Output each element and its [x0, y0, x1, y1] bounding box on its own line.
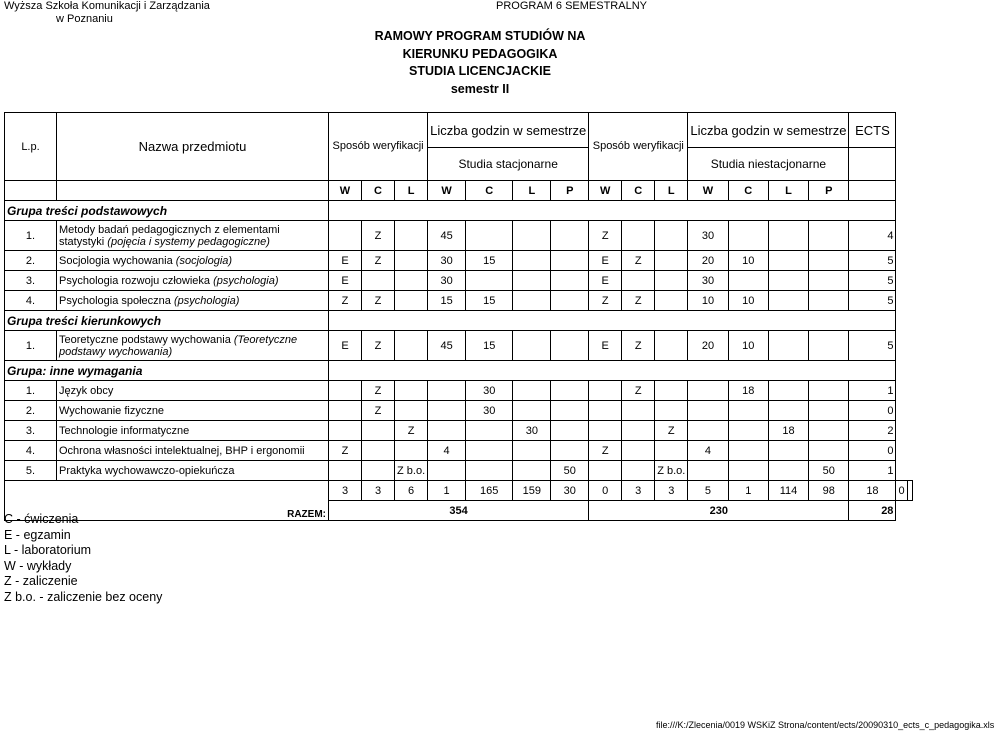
cell-value — [589, 381, 622, 401]
row-number: 1. — [5, 331, 57, 361]
subject-name-text: Praktyka wychowawczo-opiekuńcza — [59, 464, 235, 477]
subject-name-text: Technologie informatyczne — [59, 424, 190, 437]
subject-name-text: Psychologia rozwoju człowieka — [59, 274, 214, 287]
cell-value — [688, 421, 728, 441]
cell-value: Z b.o. — [655, 461, 688, 481]
cell-value: 30 — [466, 381, 513, 401]
total-value: 1 — [428, 481, 466, 501]
row-number: 2. — [5, 401, 57, 421]
cell-value — [728, 421, 768, 441]
cell-value — [513, 401, 551, 421]
totals-row — [5, 481, 913, 501]
total-value: 3 — [622, 481, 655, 501]
cell-value — [395, 441, 428, 461]
cell-value — [728, 401, 768, 421]
table-row — [5, 421, 913, 441]
legend-item: C - ćwiczenia — [4, 512, 79, 526]
file-path-footer: file:///K:/Zlecenia/0019 WSKiZ Strona/content/ects/20090310_ects_c_pedagogika.xls — [656, 720, 994, 730]
subject-name — [57, 401, 329, 421]
total-value: 98 — [809, 481, 849, 501]
cell-value — [362, 421, 395, 441]
group-label: Grupa treści kierunkowych — [5, 311, 329, 331]
cell-value — [655, 291, 688, 311]
cell-value — [513, 291, 551, 311]
cell-value — [589, 421, 622, 441]
cell-value — [551, 401, 589, 421]
cell-value — [809, 441, 849, 461]
group-row-empty — [329, 361, 896, 381]
subheader-ver-c: C — [622, 181, 655, 201]
cell-value — [551, 221, 589, 251]
subheader-empty — [5, 181, 57, 201]
cell-value — [513, 461, 551, 481]
cell-value — [768, 331, 808, 361]
cell-value — [513, 251, 551, 271]
ects-total: 28 — [849, 501, 896, 521]
cell-value — [551, 331, 589, 361]
total-value: 5 — [688, 481, 728, 501]
table-row — [5, 251, 913, 271]
cell-value: Z — [622, 381, 655, 401]
cell-value — [655, 331, 688, 361]
header-subject-name: Nazwa przedmiotu — [57, 113, 329, 181]
cell-value — [551, 271, 589, 291]
cell-value: 4 — [688, 441, 728, 461]
row-number: 5. — [5, 461, 57, 481]
cell-value: 10 — [688, 291, 728, 311]
cell-value — [655, 221, 688, 251]
cell-value — [655, 251, 688, 271]
cell-value: 15 — [466, 251, 513, 271]
group-row — [5, 311, 913, 331]
cell-value — [655, 381, 688, 401]
subject-name — [57, 421, 329, 441]
row-number: 3. — [5, 421, 57, 441]
cell-value — [395, 381, 428, 401]
cell-value: 18 — [768, 421, 808, 441]
legend-item: W - wykłady — [4, 558, 72, 573]
total-value: 0 — [896, 481, 907, 501]
cell-value — [466, 441, 513, 461]
cell-value — [551, 421, 589, 441]
legend — [4, 512, 162, 605]
table-row — [5, 291, 913, 311]
subheader-hrs-c: C — [466, 181, 513, 201]
subject-name-text: Teoretyczne podstawy wychowania — [59, 333, 234, 346]
group-label: Grupa: inne wymagania — [5, 361, 329, 381]
row-number: 4. — [5, 291, 57, 311]
subject-name-note: (pojęcia i systemy pedagogiczne) — [104, 235, 270, 248]
subject-name-note: (Teoretyczne podstawy wychowania) — [59, 333, 298, 358]
cell-value — [688, 381, 728, 401]
stac-total: 354 — [329, 501, 589, 521]
cell-value: Z — [362, 401, 395, 421]
row-number: 2. — [5, 251, 57, 271]
total-value: 18 — [849, 481, 896, 501]
header-hours-niestac: Liczba godzin w semestrze — [688, 113, 849, 148]
cell-value — [622, 461, 655, 481]
table-row — [5, 441, 913, 461]
ects-value: 0 — [849, 401, 896, 421]
cell-value — [466, 271, 513, 291]
subject-name — [57, 251, 329, 271]
cell-value — [768, 221, 808, 251]
legend-item: Z - zaliczenie — [4, 574, 78, 588]
cell-value — [622, 421, 655, 441]
cell-value — [395, 401, 428, 421]
cell-value: 45 — [428, 331, 466, 361]
cell-value — [589, 461, 622, 481]
subject-name-text: Wychowanie fizyczne — [59, 404, 165, 417]
title-line-4: semestr II — [450, 81, 510, 96]
ects-value: 2 — [849, 421, 896, 441]
cell-value — [728, 441, 768, 461]
niestac-total: 230 — [589, 501, 849, 521]
cell-value — [589, 401, 622, 421]
subheader-empty — [57, 181, 329, 201]
cell-value — [622, 221, 655, 251]
total-value: 3 — [329, 481, 362, 501]
school-header — [4, 0, 210, 26]
cell-value — [551, 251, 589, 271]
subject-name-text: statystyki — [59, 235, 105, 248]
cell-value: E — [329, 251, 362, 271]
row-number: 4. — [5, 441, 57, 461]
subheader-ver-c: C — [362, 181, 395, 201]
document-title — [330, 28, 630, 98]
table-row — [5, 271, 913, 291]
cell-value — [768, 251, 808, 271]
subject-name-text: Ochrona własności intelektualnej, BHP i ergonomii — [59, 444, 305, 457]
header-verification-niestac: Sposób weryfikacji — [589, 113, 688, 181]
cell-value: E — [589, 251, 622, 271]
cell-value: Z — [589, 441, 622, 461]
table-row — [5, 221, 913, 251]
title-line-1: RAMOWY PROGRAM STUDIÓW NA — [374, 29, 586, 43]
total-value: 159 — [513, 481, 551, 501]
cell-value — [622, 271, 655, 291]
cell-value — [513, 271, 551, 291]
cell-value — [768, 441, 808, 461]
table-row — [5, 461, 913, 481]
header-verification-stac: Sposób weryfikacji — [329, 113, 428, 181]
header-stacjonarne: Studia stacjonarne — [428, 148, 589, 181]
cell-value: 50 — [809, 461, 849, 481]
subject-name — [57, 331, 329, 361]
cell-value — [513, 381, 551, 401]
ects-value: 0 — [849, 441, 896, 461]
cell-value — [551, 381, 589, 401]
cell-value — [551, 441, 589, 461]
cell-value — [809, 251, 849, 271]
row-number: 3. — [5, 271, 57, 291]
cell-value — [362, 271, 395, 291]
totals-label: RAZEM: — [5, 481, 329, 521]
subheader-hrs-p: P — [809, 181, 849, 201]
header-lp: L.p. — [5, 113, 57, 181]
table-row — [5, 331, 913, 361]
cell-value: 10 — [728, 291, 768, 311]
cell-value — [362, 441, 395, 461]
cell-value — [622, 441, 655, 461]
cell-value — [809, 331, 849, 361]
cell-value — [329, 221, 362, 251]
header-hours-stac: Liczba godzin w semestrze — [428, 113, 589, 148]
subject-name-text: Język obcy — [59, 384, 114, 397]
cell-value: E — [589, 271, 622, 291]
group-label: Grupa treści podstawowych — [5, 201, 329, 221]
subject-name-text: Socjologia wychowania — [59, 254, 176, 267]
cell-value — [655, 271, 688, 291]
subheader-ver-l: L — [655, 181, 688, 201]
subject-name-text: Psychologia społeczna — [59, 294, 174, 307]
row-number: 1. — [5, 381, 57, 401]
cell-value — [768, 271, 808, 291]
cell-value: 15 — [428, 291, 466, 311]
subject-name-text: Metody badań pedagogicznych z elementami — [59, 223, 280, 236]
cell-value: Z — [362, 251, 395, 271]
subheader-hrs-w: W — [428, 181, 466, 201]
cell-value: E — [589, 331, 622, 361]
cell-value: 50 — [551, 461, 589, 481]
program-table — [4, 112, 913, 521]
ects-value: 5 — [849, 271, 896, 291]
cell-value: 15 — [466, 291, 513, 311]
total-empty — [907, 481, 912, 501]
ects-value: 5 — [849, 331, 896, 361]
cell-value: Z — [622, 331, 655, 361]
cell-value — [728, 221, 768, 251]
ects-value: 1 — [849, 381, 896, 401]
cell-value — [395, 221, 428, 251]
cell-value: E — [329, 271, 362, 291]
cell-value — [362, 461, 395, 481]
cell-value: 10 — [728, 251, 768, 271]
program-label: PROGRAM 6 SEMESTRALNY — [496, 0, 647, 12]
school-name: Wyższa Szkoła Komunikacji i Zarządzania — [4, 0, 210, 12]
subject-name-note: (socjologia) — [175, 254, 233, 267]
header-ects-empty — [849, 148, 896, 181]
subheader-ver-l: L — [395, 181, 428, 201]
subject-name — [57, 381, 329, 401]
cell-value — [728, 461, 768, 481]
cell-value: Z — [622, 251, 655, 271]
legend-item: Z b.o. - zaliczenie bez oceny — [4, 589, 163, 604]
cell-value: Z — [329, 441, 362, 461]
cell-value — [395, 291, 428, 311]
cell-value: 10 — [728, 331, 768, 361]
table-row — [5, 381, 913, 401]
group-row — [5, 201, 913, 221]
ects-value: 5 — [849, 251, 896, 271]
cell-value: 15 — [466, 331, 513, 361]
cell-value — [728, 271, 768, 291]
group-row-empty — [329, 201, 896, 221]
subheader-ver-w: W — [329, 181, 362, 201]
cell-value: Z — [362, 291, 395, 311]
cell-value — [655, 401, 688, 421]
subheader-ver-w: W — [589, 181, 622, 201]
cell-value — [768, 461, 808, 481]
subject-name — [57, 441, 329, 461]
cell-value — [809, 401, 849, 421]
cell-value — [809, 381, 849, 401]
cell-value: 30 — [513, 421, 551, 441]
subject-name-note: (psychologia) — [173, 294, 240, 307]
cell-value: 4 — [428, 441, 466, 461]
cell-value — [513, 221, 551, 251]
subheader-empty — [849, 181, 896, 201]
subheader-hrs-c: C — [728, 181, 768, 201]
row-number: 1. — [5, 221, 57, 251]
cell-value — [655, 441, 688, 461]
cell-value: Z — [329, 291, 362, 311]
cell-value — [513, 331, 551, 361]
legend-item: E - egzamin — [4, 527, 71, 542]
total-value: 30 — [551, 481, 589, 501]
cell-value — [428, 401, 466, 421]
ects-value: 5 — [849, 291, 896, 311]
total-value: 1 — [728, 481, 768, 501]
cell-value: Z — [395, 421, 428, 441]
cell-value — [329, 421, 362, 441]
cell-value: Z — [362, 221, 395, 251]
cell-value — [768, 291, 808, 311]
total-value: 3 — [362, 481, 395, 501]
subheader-hrs-w: W — [688, 181, 728, 201]
cell-value: 30 — [688, 271, 728, 291]
cell-value — [688, 461, 728, 481]
group-row-empty — [329, 311, 896, 331]
cell-value — [329, 401, 362, 421]
subject-name — [57, 271, 329, 291]
cell-value — [395, 331, 428, 361]
cell-value: Z — [589, 221, 622, 251]
header-ects: ECTS — [849, 113, 896, 148]
ects-value: 1 — [849, 461, 896, 481]
total-value: 0 — [589, 481, 622, 501]
cell-value — [428, 381, 466, 401]
cell-value — [768, 401, 808, 421]
cell-value — [551, 291, 589, 311]
subheader-hrs-p: P — [551, 181, 589, 201]
cell-value — [809, 221, 849, 251]
subheader-hrs-l: L — [768, 181, 808, 201]
total-value: 165 — [466, 481, 513, 501]
header-niestacjonarne: Studia niestacjonarne — [688, 148, 849, 181]
subject-name-note: (psychologia) — [213, 274, 279, 287]
subject-name — [57, 291, 329, 311]
cell-value: 30 — [428, 271, 466, 291]
cell-value — [466, 461, 513, 481]
cell-value: 30 — [428, 251, 466, 271]
cell-value: 45 — [428, 221, 466, 251]
cell-value — [466, 221, 513, 251]
cell-value — [809, 271, 849, 291]
title-line-3: STUDIA LICENCJACKIE — [409, 64, 551, 78]
total-value: 114 — [768, 481, 808, 501]
subject-name — [57, 461, 329, 481]
cell-value: Z b.o. — [395, 461, 428, 481]
cell-value: 20 — [688, 251, 728, 271]
cell-value: Z — [655, 421, 688, 441]
cell-value — [768, 381, 808, 401]
cell-value — [809, 421, 849, 441]
cell-value — [428, 461, 466, 481]
cell-value: Z — [622, 291, 655, 311]
subject-name — [57, 221, 329, 251]
cell-value — [809, 291, 849, 311]
legend-item: L - laboratorium — [4, 543, 92, 557]
cell-value — [428, 421, 466, 441]
group-row — [5, 361, 913, 381]
cell-value — [329, 381, 362, 401]
cell-value — [329, 461, 362, 481]
cell-value: 20 — [688, 331, 728, 361]
cell-value: Z — [362, 331, 395, 361]
cell-value — [688, 401, 728, 421]
cell-value: E — [329, 331, 362, 361]
cell-value: 30 — [688, 221, 728, 251]
cell-value: Z — [589, 291, 622, 311]
total-value: 6 — [395, 481, 428, 501]
cell-value: 30 — [466, 401, 513, 421]
cell-value — [395, 271, 428, 291]
cell-value — [395, 251, 428, 271]
subheader-hrs-l: L — [513, 181, 551, 201]
cell-value — [513, 441, 551, 461]
cell-value: 18 — [728, 381, 768, 401]
cell-value — [622, 401, 655, 421]
title-line-2: KIERUNKU PEDAGOGIKA — [402, 46, 558, 61]
school-city: w Poznaniu — [56, 13, 113, 25]
ects-value: 4 — [849, 221, 896, 251]
cell-value: Z — [362, 381, 395, 401]
cell-value — [466, 421, 513, 441]
total-value: 3 — [655, 481, 688, 501]
table-row — [5, 401, 913, 421]
